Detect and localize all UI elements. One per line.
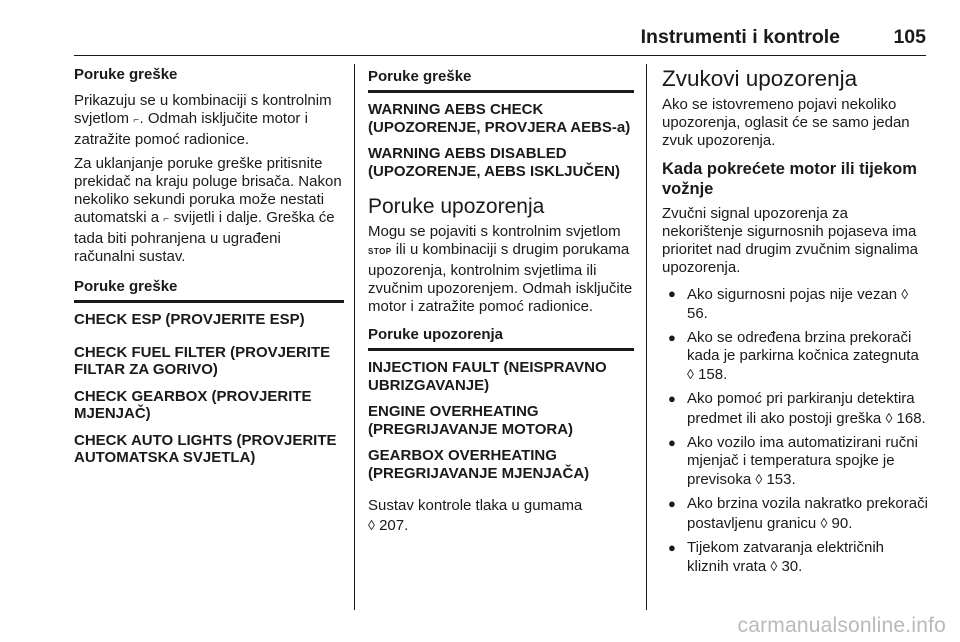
fault-intro-paragraph [74,92,344,149]
text-span: Ako pomoć pri parkiranju detektira predmet ili ako postoji greška [687,390,915,427]
page-reference-icon: ◊ [755,471,763,488]
warning-intro-paragraph [368,223,634,316]
warning-entry: INJECTION FAULT (NEISPRAVNO UBRIZGAVANJE) [368,359,607,394]
tyre-pressure-reference [368,497,634,534]
page-reference: 168. [896,409,926,427]
text-span: Prikazuju se u kombinaciji s kontrolnim svjetlom [74,92,332,128]
column-1 [74,66,344,476]
column-2 [368,66,634,541]
fault-entry: WARNING AEBS CHECK (UPOZORENJE, PROVJERA AEBS-a) [368,101,631,136]
subsection-title-driving: Kada pokrećete motor ili tijekom vožnje [662,159,917,198]
fault-table-header-cont: Poruke greške [368,68,634,93]
page-reference-icon: ◊ [687,366,694,383]
page-reference: 30. [781,558,803,576]
text-span: Ako vozilo ima automatizirani ručni mjenjač i temperatura spojke je previsoka [687,433,918,489]
page-reference: 158. [698,366,728,384]
text-span: Tijekom zatvaranja električnih kliznih vrata [687,538,885,576]
fault-entry: CHECK GEARBOX (PROVJERITE MJENJAČ) [74,387,312,423]
text-span: Za uklanjanje poruke greške pritisnite prekidač na kraju poluge brisača. Nakon nekoliko sekundi poruka može nestati automatski a [74,154,342,227]
page-reference: 153. [766,471,796,489]
page-header [74,26,926,56]
text-span: Ako sigurnosni pojas nije vezan [687,286,898,304]
text-span: Ako brzina vozila nakratko prekorači postavljenu granicu [687,495,928,532]
list-item [662,434,928,490]
fault-entry: CHECK AUTO LIGHTS (PROVJERITE AUTOMATSKA SVJETLA) [74,431,337,467]
chimes-intro-paragraph: Ako se istovremeno pojavi nekoliko upozorenja, oglasit će se samo jedan zvuk upozorenja. [662,96,910,150]
header-divider [74,55,926,56]
text-span: Ako se određena brzina prekorači kada je parkirna kočnica zategnuta [687,328,919,365]
text-span: ili u kombinaciji s drugim porukama upozorenja, kontrolnim svjetlima ili zvučnim upozorenjem. Odmah isključite motor i zatražite pomoć radionice. [368,241,633,316]
warning-entry: ENGINE OVERHEATING (PREGRIJAVANJE MOTORA) [368,403,574,438]
page-reference-icon: ◊ [368,516,375,533]
page-reference: 56. [687,304,708,322]
list-item [662,329,928,385]
text-span: . Odmah isključite motor i zatražite pomoć radionice. [74,110,308,148]
page-title: Instrumenti i kontrole [640,26,840,48]
stop-icon: STOP [368,247,392,257]
page-reference-icon: ◊ [901,286,909,303]
page-number: 105 [893,26,926,48]
section-title-warning-messages: Poruke upozorenja [368,195,545,219]
section-heading-fault-messages: Poruke greške [74,66,178,83]
list-item [662,390,928,427]
fault-entry: CHECK ESP (PROVJERITE ESP) [74,311,305,329]
list-item [662,495,928,532]
warning-entry: GEARBOX OVERHEATING (PREGRIJAVANJE MJENJAČA) [368,447,590,482]
wrench-car-icon: ⌐ [133,115,140,127]
fault-entry: CHECK FUEL FILTER (PROVJERITE FILTAR ZA GORIVO) [74,343,331,379]
column-divider-right [646,64,647,610]
fault-table-header: Poruke greške [74,278,344,303]
text-span: Mogu se pojaviti s kontrolnim svjetlom [368,223,621,241]
column-3 [662,66,928,582]
fault-entry: WARNING AEBS DISABLED (UPOZORENJE, AEBS ISKLJUČEN) [368,145,620,180]
watermark: carmanualsonline.info [737,614,946,637]
column-divider-left [354,64,355,610]
wrench-car-icon: ⌐ [163,214,170,226]
page-reference: 90. [831,514,853,532]
fault-clear-paragraph [74,155,344,266]
warning-table-header: Poruke upozorenja [368,326,634,351]
section-title-warning-chimes: Zvukovi upozorenja [662,66,858,91]
text-span: svijetli i dalje. Greška će tada biti pohranjena u ugrađeni računalni sustav. [74,209,335,265]
chime-conditions-list [662,285,928,576]
list-item [662,285,928,322]
list-item [662,539,928,576]
page-reference: 207. [379,516,409,534]
page-reference-icon: ◊ [885,409,893,426]
page-reference-icon: ◊ [820,514,828,531]
seatbelt-priority-paragraph: Zvučni signal upozorenja za nekorištenje sigurnosnih pojaseva ima prioritet nad drugim zvučnim signalima upozorenja. [662,204,918,277]
page-reference-icon: ◊ [770,558,778,575]
text-span: Sustav kontrole tlaka u gumama [368,497,583,515]
